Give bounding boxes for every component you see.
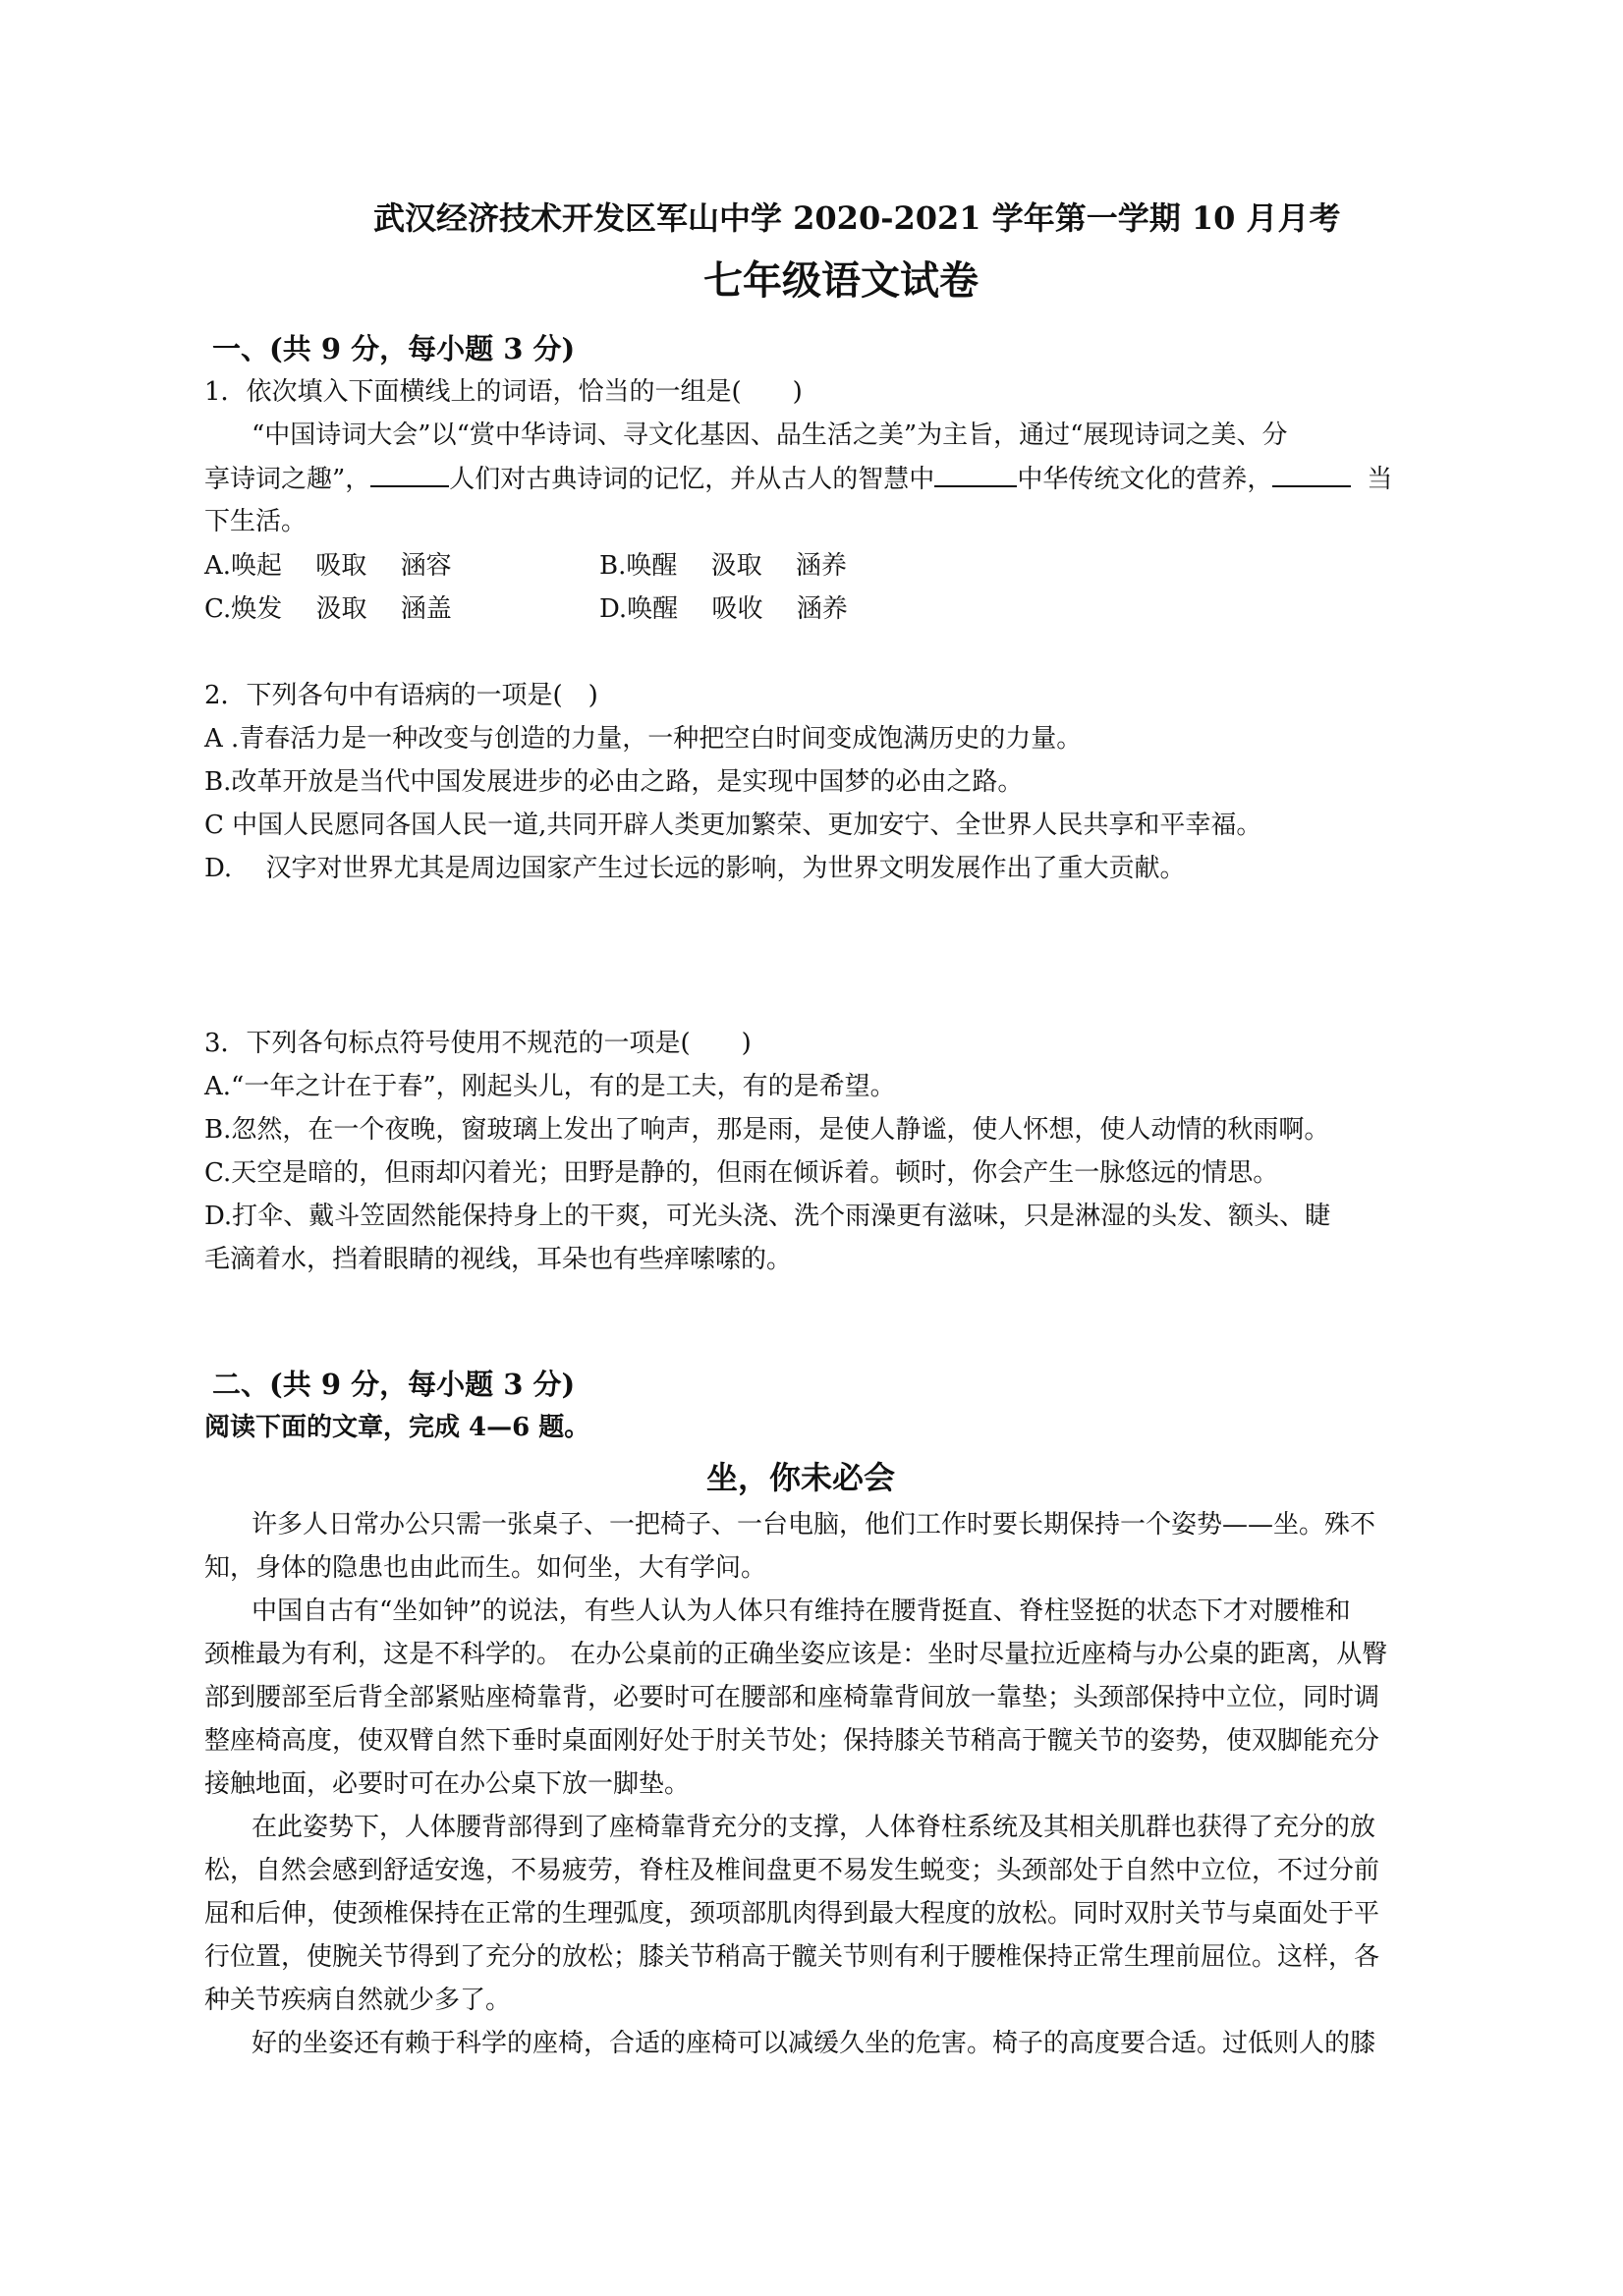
q1-blank-3 <box>1272 464 1351 487</box>
q2-option-b: B.改革开放是当代中国发展进步的必由之路，是实现中国梦的必由之路。 <box>204 767 1024 797</box>
article-p1-line1: 许多人日常办公只需一张桌子、一把椅子、一台电脑，他们工作时要长期保持一个姿势——坐。殊不 <box>252 1510 1376 1540</box>
article-p2-line1: 中国自古有“坐如钟”的说法，有些人认为人体只有维持在腰背挺直、脊柱竖挺的状态下才对腰椎和 <box>252 1596 1351 1626</box>
q1-passage-line1: “中国诗词大会”以“赏中华诗词、寻文化基因、品生活之美”为主旨，通过“展现诗词之美、分 <box>252 420 1288 450</box>
section1-heading: 一、(共 9 分，每小题 3 分) <box>212 332 576 365</box>
article-p4-line1: 好的坐姿还有赖于科学的座椅，合适的座椅可以减缓久坐的危害。椅子的高度要合适。过低则人的膝 <box>252 2029 1376 2058</box>
q2-option-d: D. 汉字对世界尤其是周边国家产生过长远的影响，为世界文明发展作出了重大贡献。 <box>204 854 1186 883</box>
section2-instruction: 阅读下面的文章，完成 4—6 题。 <box>204 1413 590 1442</box>
q2-stem: 2．下列各句中有语病的一项是( ) <box>204 681 598 710</box>
q1-passage-line3: 下生活。 <box>204 507 308 536</box>
section2-heading: 二、(共 9 分，每小题 3 分) <box>212 1368 576 1401</box>
q1-option-b: B.唤醒 汲取 涵养 <box>599 551 847 581</box>
q3-stem: 3．下列各句标点符号使用不规范的一项是( ) <box>204 1029 752 1058</box>
q1-passage-seg-b: 人们对古典诗词的记忆，并从古人的智慧中 <box>449 465 935 494</box>
q1-option-c: C.焕发 汲取 涵盖 <box>204 594 452 624</box>
q2-option-c: C 中国人民愿同各国人民一道,共同开辟人类更加繁荣、更加安宁、全世界人民共享和平幸福。 <box>204 811 1262 840</box>
q1-stem: 1．依次填入下面横线上的词语，恰当的一组是( ) <box>204 377 803 407</box>
q2-option-a: A .青春活力是一种改变与创造的力量，一种把空白时间变成饱满历史的力量。 <box>204 724 1083 754</box>
q3-option-a: A.“一年之计在于春”，刚起头儿，有的是工夫，有的是希望。 <box>204 1072 896 1101</box>
article-title: 坐，你未必会 <box>706 1459 896 1496</box>
q1-option-a: A.唤起 吸取 涵容 <box>204 551 452 581</box>
q1-option-d: D.唤醒 吸收 涵养 <box>599 594 848 624</box>
exam-subtitle: 七年级语文试卷 <box>703 257 979 304</box>
article-p3-line4: 行位置，使腕关节得到了充分的放松；膝关节稍高于髋关节则有利于腰椎保持正常生理前屈位。这样，各 <box>204 1942 1380 1972</box>
article-p3-line1: 在此姿势下，人体腰背部得到了座椅靠背充分的支撑，人体脊柱系统及其相关肌群也获得了充分的放 <box>252 1813 1376 1842</box>
article-p2-line5: 接触地面，必要时可在办公桌下放一脚垫。 <box>204 1769 691 1799</box>
q3-option-d-line1: D.打伞、戴斗笠固然能保持身上的干爽，可光头浇、洗个雨澡更有滋味，只是淋湿的头发、额头、睫 <box>204 1202 1331 1231</box>
article-p2-line4: 整座椅高度，使双臂自然下垂时桌面刚好处于肘关节处；保持膝关节稍高于髋关节的姿势，使双脚能充分 <box>204 1726 1380 1756</box>
article-p3-line3: 屈和后伸，使颈椎保持在正常的生理弧度，颈项部肌肉得到最大程度的放松。同时双肘关节与桌面处于平 <box>204 1899 1380 1929</box>
q1-passage-seg-c: 中华传统文化的营养， <box>1017 465 1273 494</box>
article-p3-line2: 松，自然会感到舒适安逸，不易疲劳，脊柱及椎间盘更不易发生蜕变；头颈部处于自然中立位，不过分前 <box>204 1856 1380 1885</box>
article-p1-line2: 知，身体的隐患也由此而生。如何坐，大有学问。 <box>204 1553 767 1583</box>
q1-blank-1 <box>370 464 449 487</box>
article-p2-line2: 颈椎最为有利，这是不科学的。 在办公桌前的正确坐姿应该是：坐时尽量拉近座椅与办公桌的距离，从臀 <box>204 1640 1388 1669</box>
article-p3-line5: 种关节疾病自然就少多了。 <box>204 1986 512 2015</box>
q3-option-b: B.忽然，在一个夜晚，窗玻璃上发出了响声，那是雨，是使人静谧，使人怀想，使人动情的秋雨啊。 <box>204 1115 1330 1145</box>
q3-option-c: C.天空是暗的，但雨却闪着光；田野是静的，但雨在倾诉着。顿时，你会产生一脉悠远的情思。 <box>204 1158 1279 1188</box>
article-p2-line3: 部到腰部至后背全部紧贴座椅靠背，必要时可在腰部和座椅靠背间放一靠垫；头颈部保持中立位，同时调 <box>204 1683 1380 1712</box>
exam-title: 武汉经济技术开发区军山中学 2020-2021 学年第一学期 10 月月考 <box>373 199 1341 237</box>
q1-passage-seg-a: 享诗词之趣”， <box>204 465 371 494</box>
q1-passage-line2 <box>204 464 1392 495</box>
q3-option-d-line2: 毛滴着水，挡着眼睛的视线，耳朵也有些痒嗦嗦的。 <box>204 1245 793 1274</box>
q1-blank-2 <box>934 464 1017 487</box>
q1-passage-seg-d: 当 <box>1367 465 1393 494</box>
